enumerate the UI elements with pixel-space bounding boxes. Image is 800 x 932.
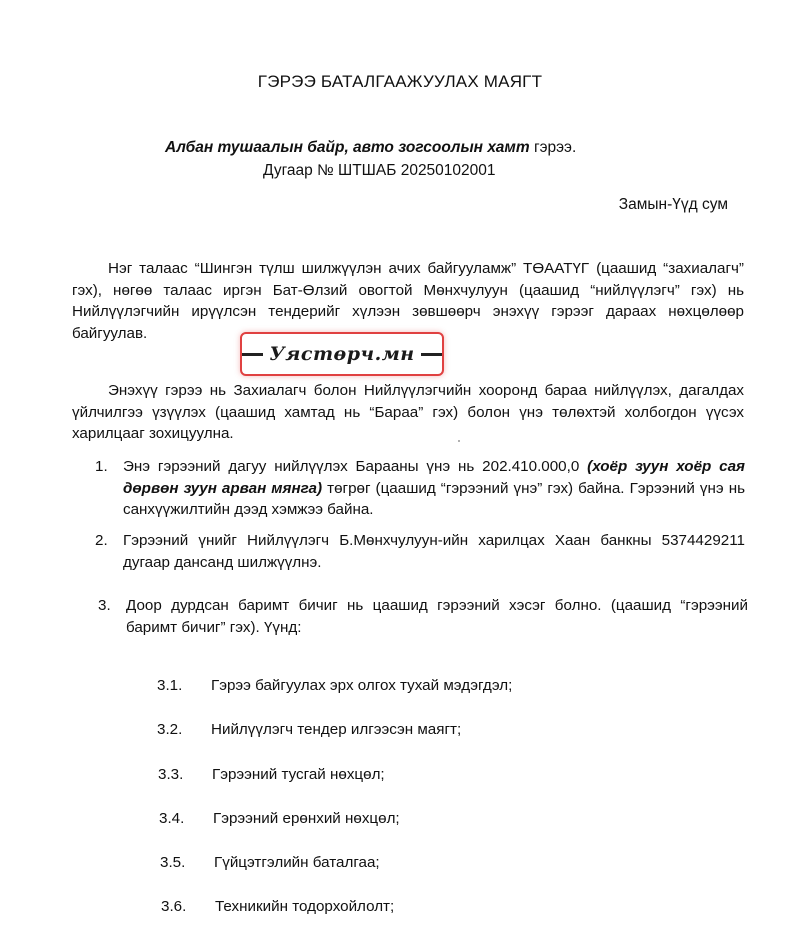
paragraph-scope: Энэхүү гэрээ нь Захиалагч болон Нийлүүлэгчийн хооронд бараа нийлүүлэх, дагалдах үйлчилгээ үзүүлэх (цаашид хамтад нь “Бараа” гэх) болон үнэ төлөхтэй холбогдон үүсэх харилцааг зохицуулна. — [72, 382, 744, 442]
list-item-text: Гэрээний үнийг Нийлүүлэгч Б.Мөнхчулуун-ийн харилцах Хаан банкны 5374429211 дугаар дансанд шилжүүлнэ. — [123, 532, 745, 571]
watermark-text: Уястөрч.мн — [269, 343, 415, 365]
document-title: ГЭРЭЭ БАТАЛГААЖУУЛАХ МАЯГТ — [257, 72, 543, 91]
document-number: Дугаар № ШТШАБ 20250102001 — [263, 162, 496, 179]
subtitle-bold: Албан тушаалын байр, авто зогсоолын хамт — [165, 139, 530, 156]
sub-list-item-text: Гүйцэтгэлийн баталгаа; — [214, 854, 380, 871]
list-item-number: 3. — [98, 597, 111, 614]
sub-list-item-number: 3.4. — [159, 810, 185, 827]
sub-list-item-number: 3.1. — [157, 677, 183, 694]
scan-speck — [458, 440, 460, 442]
item-text-part: Энэ гэрээний дагуу нийлүүлэх Барааны үнэ нь 202.410.000,0 — [123, 458, 588, 475]
document-place: Замын-Үүд сум — [618, 196, 728, 213]
document-subtitle — [165, 139, 576, 157]
sub-list-item-number: 3.5. — [160, 854, 186, 871]
list-item-text — [123, 456, 745, 521]
list-item — [95, 530, 745, 573]
sub-list-item-text: Гэрээний ерөнхий нөхцөл; — [213, 810, 400, 827]
watermark-logo — [240, 332, 444, 376]
paragraph-parties: Нэг талаас “Шингэн түлш шилжүүлэн ачих байгууламж” ТӨААТҮГ (цаашид “захиалагч” гэх), нөгөө талаас иргэн Бат-Өлзий овогтой Мөнхчулуун (цаашид “нийлүүлэгч” гэх) нь Нийлүүлэгчийн ирүүлсэн тендерийг хүлээн зөвшөөрч энэхүү гэрээг дараах нөхцөлөөр байгуулав. — [72, 260, 744, 342]
sub-list-item-text: Гэрээ байгуулах эрх олгох тухай мэдэгдэл; — [211, 677, 513, 694]
watermark-right-rule — [421, 353, 442, 356]
list-item-text: Доор дурдсан баримт бичиг нь цаашид гэрээний хэсэг болно. (цаашид “гэрээний баримт бичиг” гэх). Үүнд: — [126, 597, 748, 636]
list-item — [98, 595, 748, 638]
list-item-number: 2. — [95, 532, 108, 549]
sub-list-item-text: Гэрээний тусгай нөхцөл; — [212, 766, 385, 783]
item-text-part: төгрөг (цаашид “гэрээний үнэ” гэх) байна. Гэрээний үнэ нь санхүүжилтийн дээд хэмжээ байна. — [123, 479, 745, 518]
sub-list-item-number: 3.6. — [161, 898, 187, 915]
sub-list-item-number: 3.3. — [158, 766, 184, 783]
sub-list-item-text: Техникийн тодорхойлолт; — [215, 898, 395, 915]
list-item-number: 1. — [95, 458, 108, 475]
sub-list-item-number: 3.2. — [157, 721, 183, 738]
subtitle-rest: гэрээ. — [529, 139, 577, 156]
item-text-bold: (хоёр зуун хоёр сая дөрвөн зуун арван мянга) — [123, 458, 745, 497]
sub-list-item-text: Нийлүүлэгч тендер илгээсэн маягт; — [211, 721, 462, 738]
watermark-left-rule — [242, 353, 263, 356]
list-item — [95, 456, 745, 521]
